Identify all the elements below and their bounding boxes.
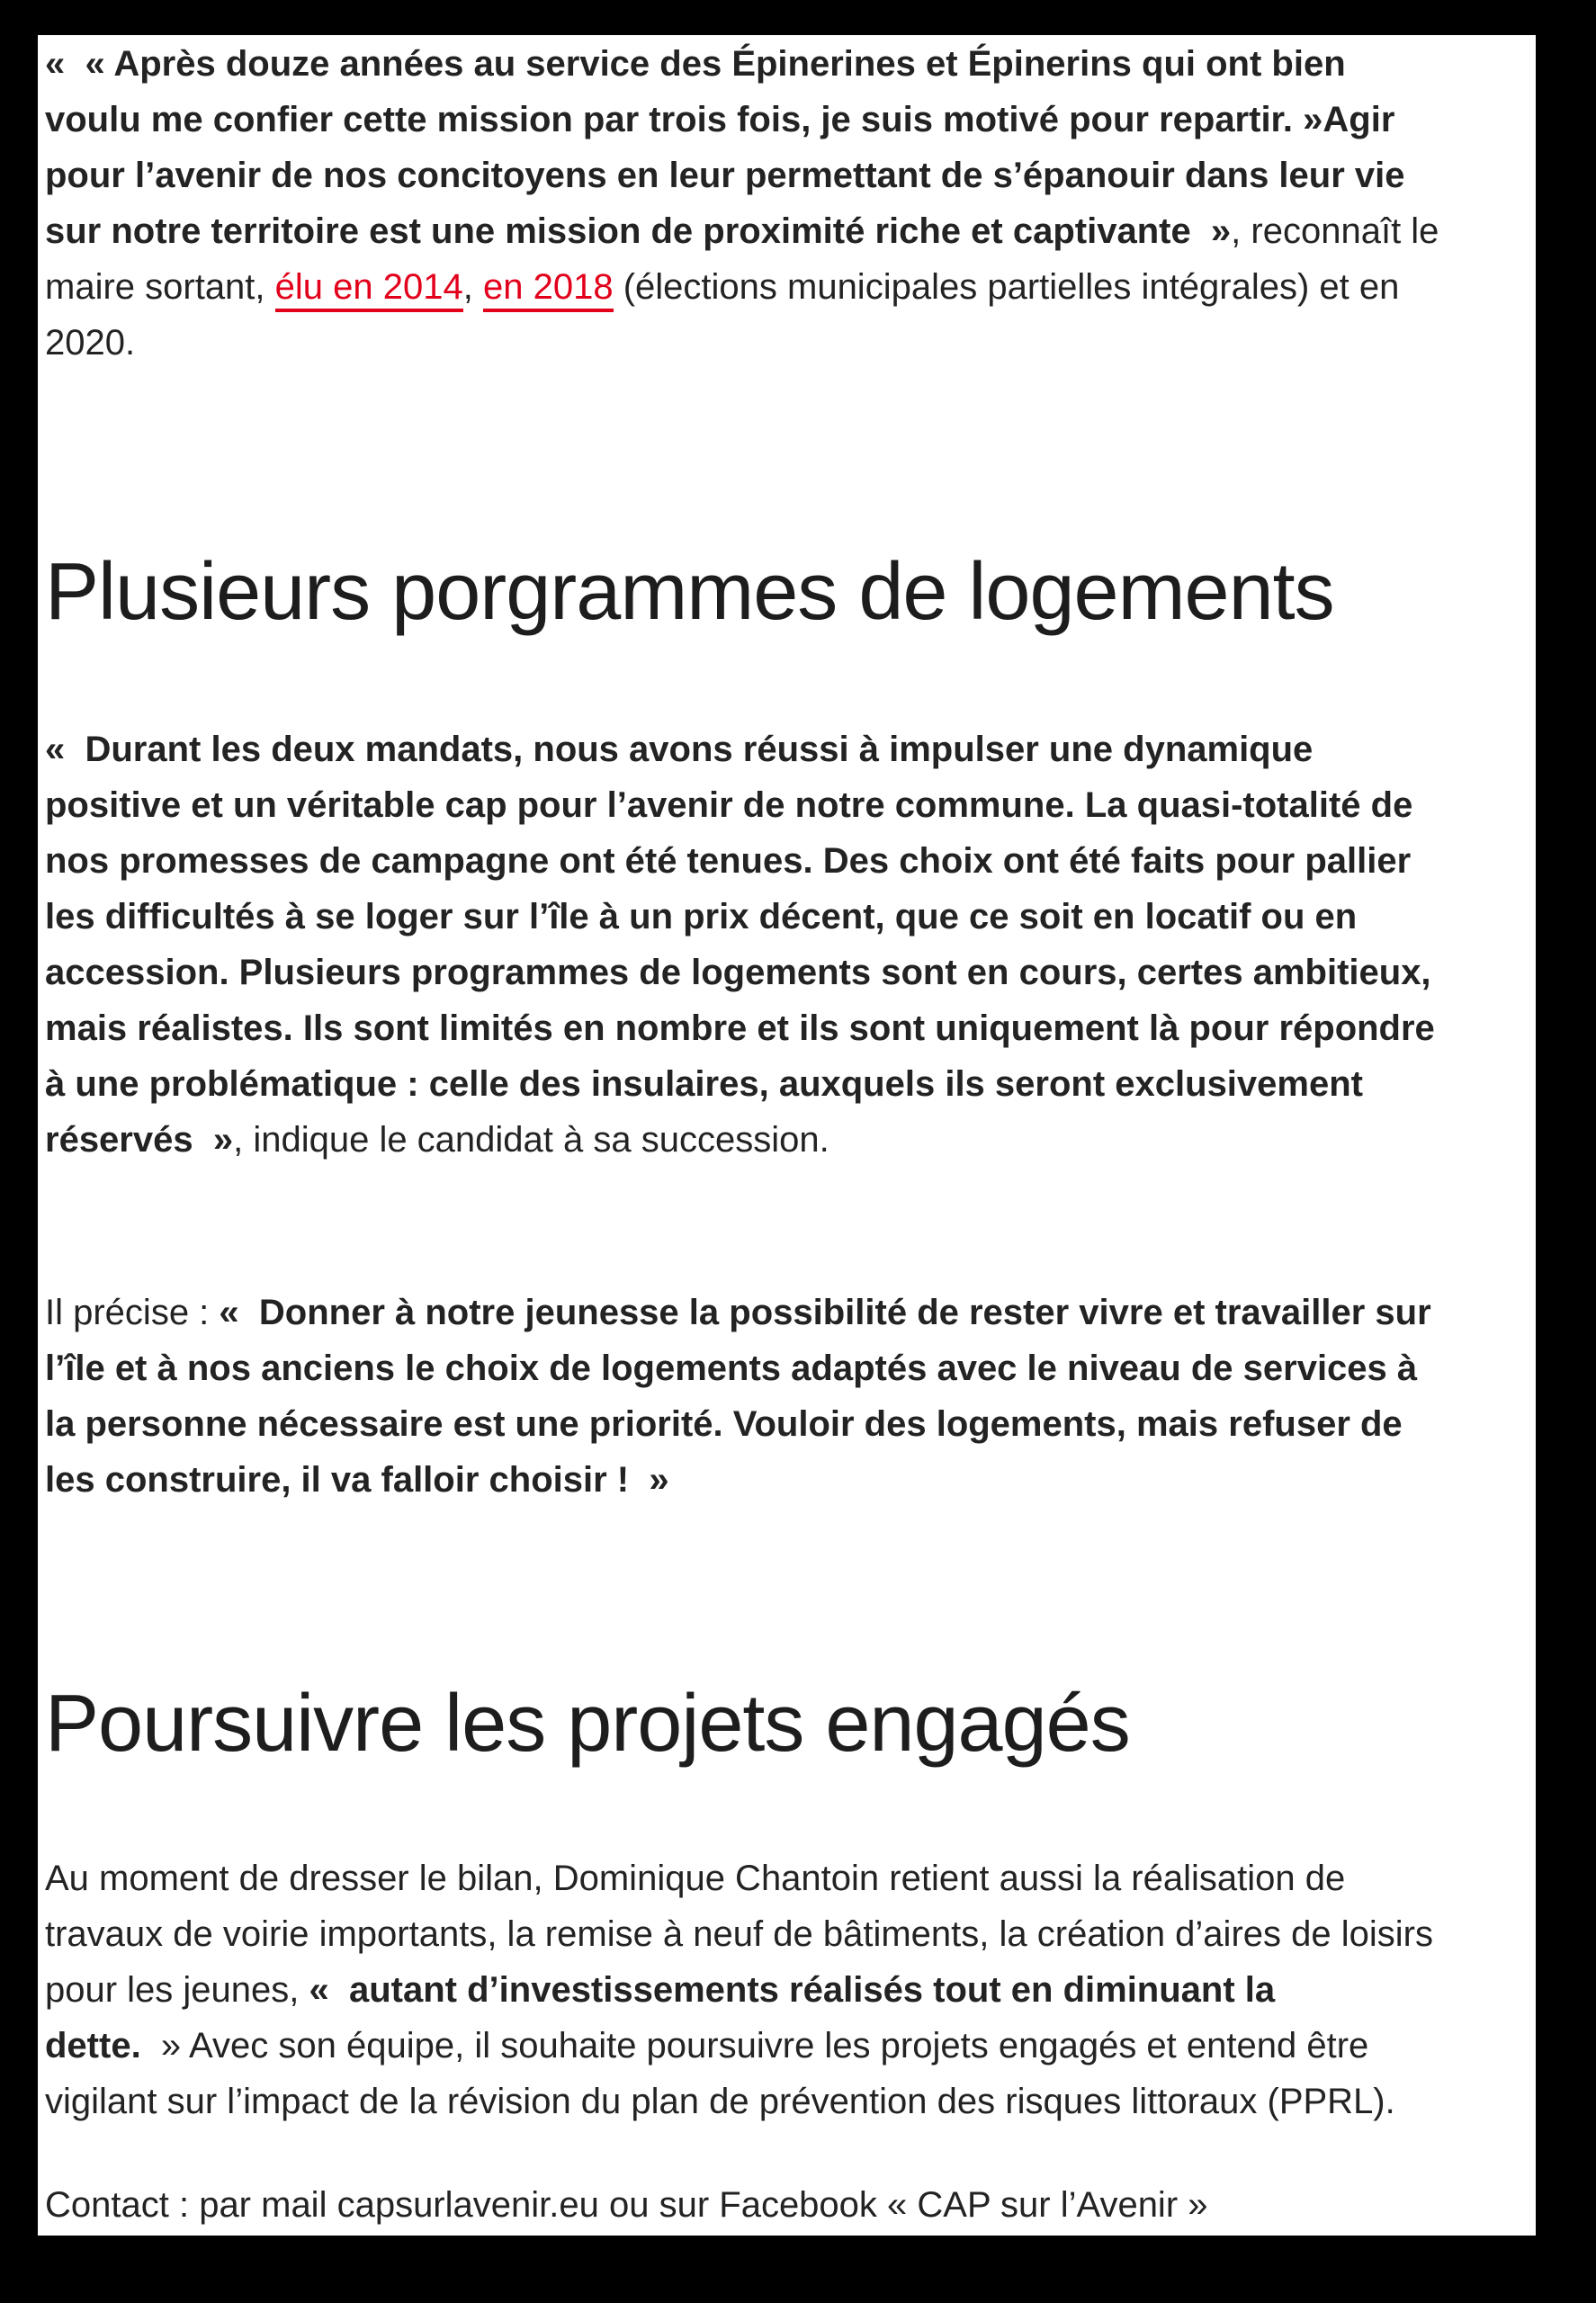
text-line — [45, 833, 1435, 889]
text-run: pour l’avenir de nos concitoyens en leur permettant de s’épanouir dans leur vie — [45, 156, 1405, 195]
text-run: l’île et à nos anciens le choix de logements adaptés avec le niveau de services à — [45, 1349, 1418, 1388]
text-run: Il précise : — [45, 1293, 220, 1332]
text-line — [45, 148, 1439, 203]
text-line — [45, 1000, 1435, 1056]
text-line — [45, 1962, 1433, 2018]
text-run: « « Après douze années au service des Épinerines et Épinerins qui ont bien — [45, 44, 1346, 84]
text-run: , indique le candidat à sa succession. — [233, 1120, 829, 1160]
text-line — [45, 721, 1435, 777]
text-run: la personne nécessaire est une priorité. Vouloir des logements, mais refuser de — [45, 1404, 1403, 1444]
text-run: mais réalistes. Ils sont limités en nombre et ils sont uniquement là pour répondre — [45, 1008, 1435, 1048]
text-run: « Durant les deux mandats, nous avons réussi à impulser une dynamique — [45, 730, 1314, 769]
para-precise — [45, 1285, 1431, 1508]
text-line — [45, 1906, 1433, 1962]
text-run: Au moment de dresser le bilan, Dominique Chantoin retient aussi la réalisation de — [45, 1859, 1346, 1898]
text-run: maire sortant, — [45, 267, 275, 307]
text-run: » Avec son équipe, il souhaite poursuivre les projets engagés et entend être — [160, 2026, 1369, 2066]
text-run: travaux de voirie importants, la remise à neuf de bâtiments, la création d’aires de loisirs — [45, 1914, 1433, 1954]
text-line — [45, 1850, 1433, 1906]
text-run: voulu me confier cette mission par trois fois, je suis motivé pour repartir. »Agir — [45, 100, 1395, 139]
heading-plusieurs: Plusieurs porgrammes de logements — [45, 547, 1334, 637]
text-run: pour les jeunes, — [45, 1970, 309, 2010]
text-line — [45, 945, 1435, 1000]
text-line — [45, 777, 1435, 833]
para-intro — [45, 36, 1439, 371]
text-run: (élections municipales partielles intégrales) et en — [613, 267, 1400, 307]
text-run: dette. — [45, 2026, 161, 2066]
inline-link[interactable]: élu en 2014 — [275, 267, 463, 312]
text-line — [45, 1340, 1431, 1396]
text-run: les difficultés à se loger sur l’île à un prix décent, que ce soit en locatif ou en — [45, 897, 1358, 936]
para-bilan — [45, 1850, 1433, 2129]
text-run: Contact : par mail capsurlavenir.eu ou sur Facebook « CAP sur l’Avenir » — [45, 2185, 1208, 2225]
text-line — [45, 1056, 1435, 1112]
text-run: à une problématique : celle des insulaires, auxquels ils seront exclusivement — [45, 1064, 1363, 1104]
text-line — [45, 1396, 1431, 1452]
text-run: nos promesses de campagne ont été tenues. Des choix ont été faits pour pallier — [45, 841, 1412, 881]
text-line — [45, 1112, 1435, 1168]
text-line — [45, 2177, 1208, 2233]
text-line — [45, 203, 1439, 259]
inline-link[interactable]: en 2018 — [483, 267, 614, 312]
article-sheet — [38, 35, 1536, 2236]
text-line — [45, 2018, 1433, 2074]
article — [45, 35, 1536, 2236]
text-run: les construire, il va falloir choisir ! » — [45, 1460, 669, 1500]
text-run: , — [462, 267, 483, 307]
para-mandats — [45, 721, 1435, 1168]
heading-poursuivre: Poursuivre les projets engagés — [45, 1679, 1130, 1769]
text-run: sur notre territoire est une mission de proximité riche et captivante » — [45, 211, 1232, 251]
text-line — [45, 259, 1439, 315]
text-line — [45, 2074, 1433, 2129]
text-run: vigilant sur l’impact de la révision du plan de prévention des risques littoraux (PPRL). — [45, 2082, 1395, 2121]
text-run: 2020. — [45, 323, 136, 363]
text-line — [45, 1285, 1431, 1340]
text-run: réservés » — [45, 1120, 234, 1160]
text-run: positive et un véritable cap pour l’avenir de notre commune. La quasi-totalité de — [45, 785, 1413, 825]
para-contact — [45, 2177, 1208, 2233]
text-line — [45, 889, 1435, 945]
text-line — [45, 36, 1439, 92]
text-run: accession. Plusieurs programmes de logements sont en cours, certes ambitieux, — [45, 953, 1431, 992]
text-run: « Donner à notre jeunesse la possibilité de rester vivre et travailler sur — [219, 1293, 1431, 1332]
text-run: « autant d’investissements réalisés tout en diminuant la — [309, 1970, 1276, 2010]
text-line — [45, 315, 1439, 371]
text-line — [45, 1452, 1431, 1508]
text-line — [45, 92, 1439, 148]
text-run: , reconnaît le — [1231, 211, 1439, 251]
